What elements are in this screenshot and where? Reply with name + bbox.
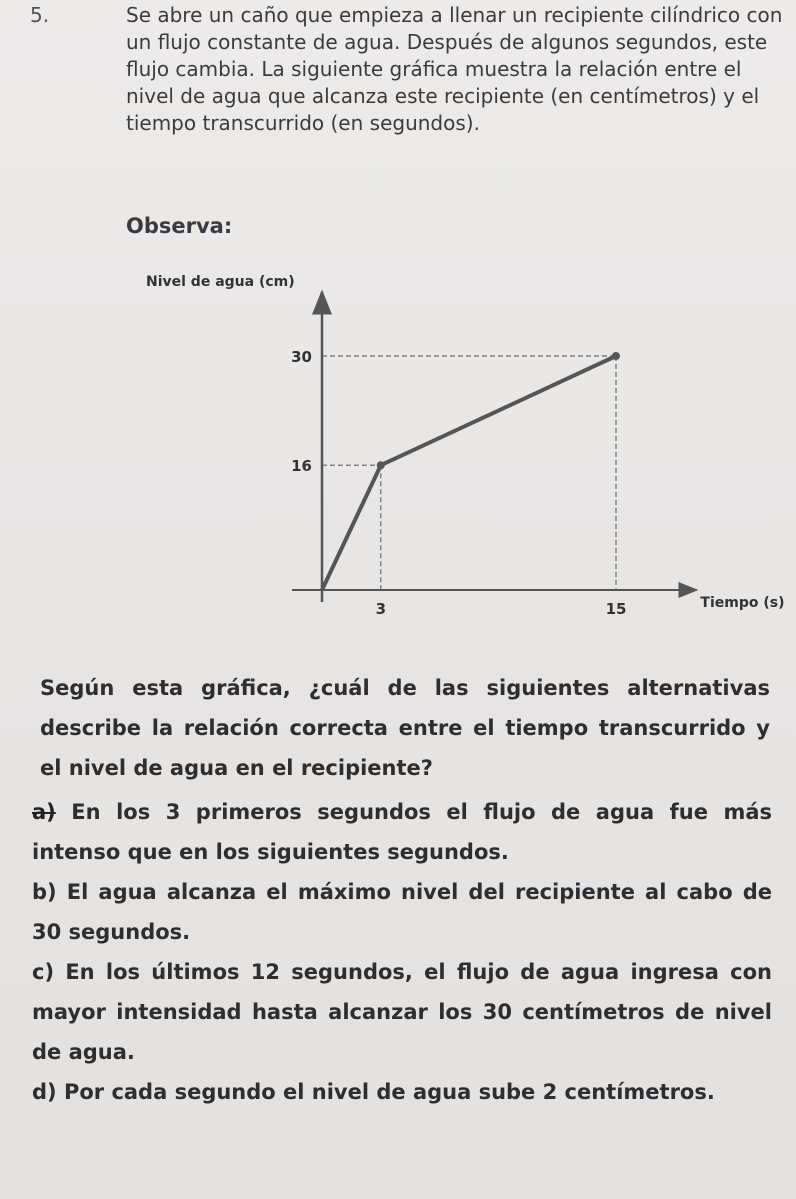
problem-statement [30, 2, 786, 137]
y-axis-label: Nivel de agua (cm) [146, 274, 295, 290]
option-c-mark: c) [32, 960, 55, 984]
x-tick-label-15: 15 [605, 600, 627, 618]
x-axis-label: Tiempo (s) [700, 595, 785, 611]
option-d-mark: d) [32, 1080, 57, 1104]
option-a-mark: a) [32, 800, 56, 824]
water-level-chart [0, 260, 796, 640]
option-a[interactable] [32, 792, 772, 872]
problem-number: 5. [30, 3, 50, 27]
answer-options [32, 792, 772, 1112]
y-tick-label-30: 30 [291, 348, 312, 366]
option-c-text: En los últimos 12 segundos, el flujo de agua ingresa con mayor intensidad hasta alcanzar los 30 centímetros de nivel de agua. [32, 960, 772, 1064]
option-b-mark: b) [32, 880, 57, 904]
question-prompt: Según esta gráfica, ¿cuál de las siguientes alternativas describe la relación correcta entre el tiempo transcurrido y el nivel de agua en el recipiente? [40, 676, 770, 780]
y-tick-label-16: 16 [291, 457, 312, 476]
data-series-line [322, 356, 616, 590]
option-b[interactable] [32, 872, 772, 952]
x-tick-label-3: 3 [375, 600, 387, 618]
data-point-0 [377, 461, 385, 469]
data-point-1 [612, 352, 620, 360]
option-d[interactable] [32, 1072, 772, 1112]
option-d-text: Por cada segundo el nivel de agua sube 2 centímetros. [63, 1080, 715, 1104]
problem-text: Se abre un caño que empieza a llenar un recipiente cilíndrico con un flujo constante de agua. Después de algunos segundos, este flujo cambia. La siguiente gráfica muestra la relación entre el nivel de agua que alcanza este recipiente (en centímetros) y el tiempo transcurrido (en segundos). [126, 3, 783, 135]
option-a-text: En los 3 primeros segundos el flujo de agua fue más intenso que en los siguientes segundos. [32, 800, 772, 864]
option-c[interactable] [32, 952, 772, 1072]
observe-label: Observa: [126, 214, 233, 238]
option-b-text: El agua alcanza el máximo nivel del recipiente al cabo de 30 segundos. [32, 880, 772, 944]
